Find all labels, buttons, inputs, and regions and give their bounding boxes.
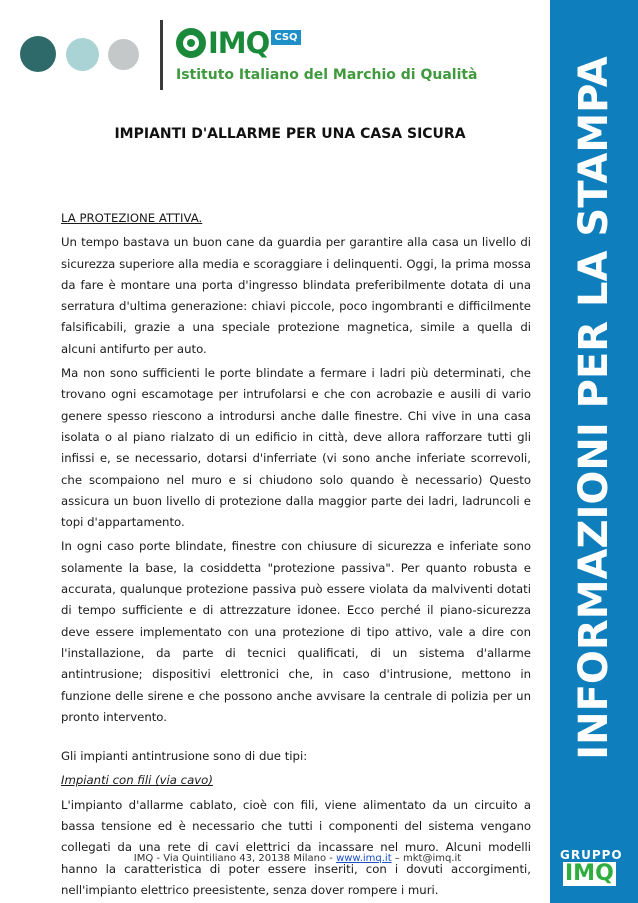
spacer (61, 731, 531, 746)
document-body (61, 208, 531, 903)
footer-email: mkt@imq.it (402, 853, 462, 864)
paragraph-2: Ma non sono sufficienti le porte blindate a fermare i ladri più determinati, che trovano ogni escamotage per intrufolarsi e che con acrobazie e ausili di vario genere spesso riescono a introdursi anche dalle finestre. Chi vive in una casa isolata o al piano rialzato di un edificio in città, deve allora rafforzare tutti gli infissi e, se necessario, dotarsi d'inferriate (vi sono anche inferiate scorrevoli, che scompaiono nel muro e si chiudono solo quando è necessario) Questo assicura un buon livello di protezione dalla maggior parte dei ladri, ladruncoli e topi d'appartamento. (61, 366, 531, 530)
document-title: IMPIANTI D'ALLARME PER UNA CASA SICURA (114, 126, 466, 142)
footer-address: IMQ - Via Quintiliano 43, 20138 Milano - (133, 853, 337, 864)
header-divider (160, 20, 163, 90)
header-dot-grey (108, 39, 139, 70)
imq-logo (176, 26, 301, 60)
header-dot-teal (20, 36, 56, 72)
section-heading-active-protection: LA PROTEZIONE ATTIVA. (61, 211, 203, 225)
paragraph-1: Un tempo bastava un buon cane da guardia per garantire alla casa un livello di sicurezza superiore alla media e scoraggiare i delinquenti. Oggi, la prima mossa da fare è montare una porta d'ingresso blindata preferibilmente dotata di una serratura d'ultima generazione: chiavi piccole, poco ingombranti e difficilmente falsificabili, grazie a una speciale protezione magnetica, simile a quella di alcuni antifurto per auto. (61, 235, 531, 356)
paragraph-4: Gli impianti antintrusione sono di due tipi: (61, 749, 308, 764)
group-label: GRUPPO (560, 848, 623, 862)
paragraph-5: L'impianto d'allarme cablato, cioè con fili, viene alimentato da un circuito a bassa tensione ed è necessario che tutti i componenti del sistema vengano collegati da una rete di cavi elettrici da incassare nel muro. Alcuni modelli hanno la caratteristica di poter essere inseriti, con i dovuti accorgimenti, nell'impianto elettrico preesistente, senza dover rompere i muri. (61, 797, 531, 897)
footer-website-link[interactable]: www.imq.it (336, 853, 392, 864)
imq-logo-icon (176, 28, 206, 58)
header-dot-lightblue (66, 38, 99, 71)
group-logo: IMQ (565, 861, 614, 886)
logo-text: IMQ (208, 26, 270, 60)
paragraph-3: In ogni caso porte blindate, finestre con chiusure di sicurezza e inferiate sono solamente la base, la cosiddetta "protezione passiva". Per quanto robusta e accurata, qualunque protezione passiva può essere violata da malviventi dotati di tempo sufficiente e di attrezzature idonee. Ecco perché il piano-sicurezza deve essere implementato con una protezione di tipo attivo, vale a dire con l'installazione, da parte di tecnici qualificati, di un sistema d'allarme antintrusione; dispositivi elettronici che, in caso d'intrusione, mettono in funzione delle sirene e che possono anche avvisare la centrale di polizia per un pronto intervento. (61, 539, 531, 724)
sidebar-vertical-title: INFORMAZIONI PER LA STAMPA (571, 56, 617, 760)
page-footer (0, 853, 595, 864)
institute-name: Istituto Italiano del Marchio di Qualità (176, 67, 478, 83)
logo-badge: CSQ (271, 30, 300, 45)
footer-separator: – (391, 853, 403, 864)
section-heading-wired-systems: Impianti con fili (via cavo) (61, 773, 213, 788)
